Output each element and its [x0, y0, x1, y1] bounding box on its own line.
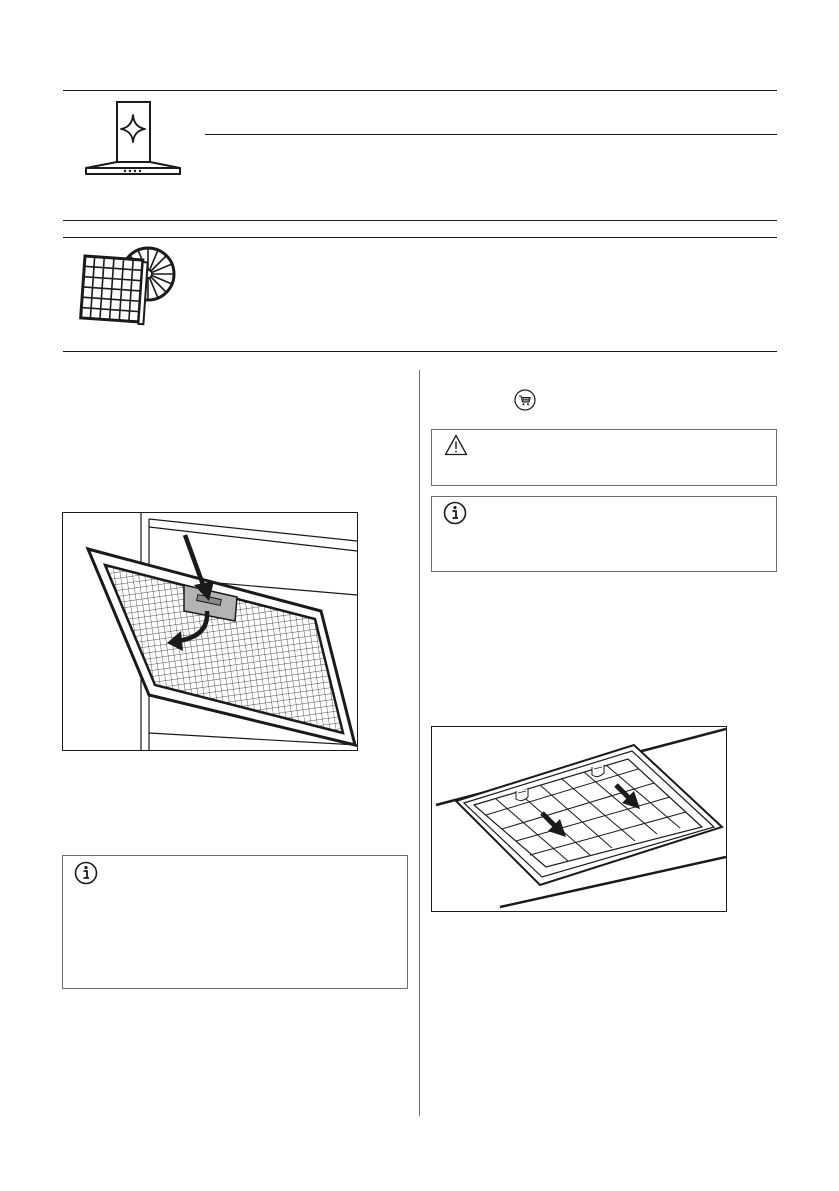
section-rule — [63, 237, 777, 238]
section-rule — [63, 220, 777, 221]
hood-sparkle-icon — [84, 100, 182, 176]
section-subrule — [205, 134, 777, 135]
info-icon — [443, 501, 467, 525]
section-rule-top — [63, 90, 777, 91]
warning-triangle-icon — [444, 434, 468, 456]
section-rule — [63, 351, 777, 352]
filter-fan-icon — [78, 244, 178, 326]
warning-note-panel — [431, 429, 777, 486]
shopping-cart-icon — [514, 389, 536, 411]
info-note-panel — [62, 855, 408, 989]
info-icon — [74, 861, 98, 885]
info-note-panel — [431, 496, 777, 572]
charcoal-filter-removal-illustration — [431, 726, 727, 912]
grease-filter-removal-illustration — [62, 512, 358, 751]
column-divider — [419, 370, 420, 1116]
